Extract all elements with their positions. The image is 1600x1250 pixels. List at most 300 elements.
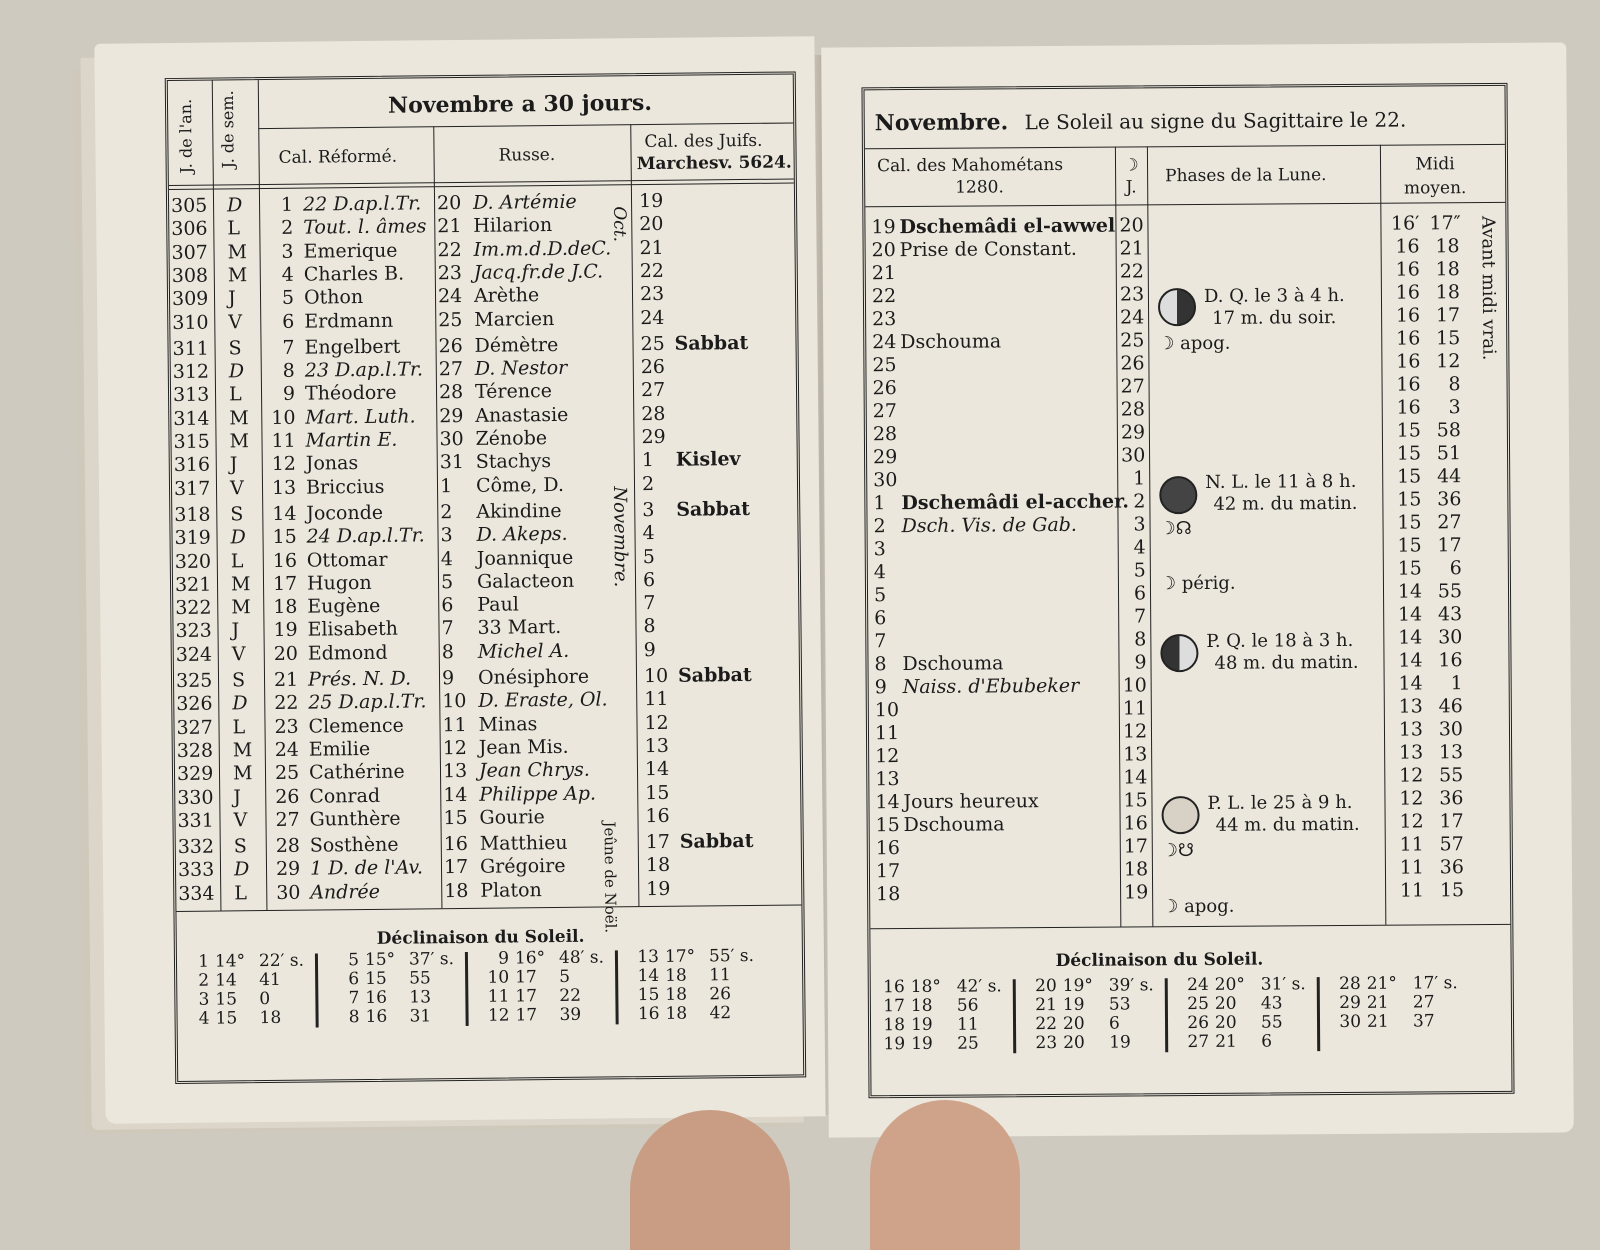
declination-minutes: 26 — [709, 984, 732, 1005]
russian-day: 10 — [442, 690, 467, 713]
declination-day: 29 — [1339, 992, 1361, 1014]
jewish-day: 1 — [641, 449, 654, 472]
russian-day: 20 — [436, 191, 462, 215]
jewish-day: 23 — [639, 283, 665, 306]
reformed-day: 28 — [275, 834, 301, 858]
jewish-note: Sabbat — [679, 830, 754, 853]
weekday: M — [229, 406, 249, 430]
declination-minutes: 6 — [1108, 1013, 1120, 1034]
midi-minute: 44 — [1436, 465, 1462, 488]
declination-day: 8 — [348, 1007, 360, 1028]
declination-row — [637, 1004, 777, 1024]
weekday: S — [230, 503, 244, 526]
midi-hour: 11 — [1399, 879, 1425, 902]
russian-day: 2 — [440, 500, 453, 524]
phase-dq-1: D. Q. le 3 à 4 h. — [1203, 284, 1345, 307]
declination-minutes: 0 — [259, 989, 271, 1010]
midi-minute: 36 — [1439, 856, 1465, 879]
reformed-saint: Mart. Luth. — [305, 405, 416, 429]
midi-minute: 18 — [1435, 281, 1461, 304]
reformed-saint: Martin E. — [305, 428, 398, 452]
declination-row — [1339, 974, 1481, 994]
declination-row — [1339, 993, 1481, 1013]
midi-hour: 12 — [1399, 810, 1424, 833]
declination-row — [1035, 995, 1177, 1015]
declination-day: 27 — [1187, 1031, 1210, 1053]
reformed-day: 6 — [282, 310, 295, 333]
avant-midi-note: Avant midi vrai. — [1477, 215, 1500, 361]
jewish-day: 16 — [645, 804, 670, 827]
declination-row — [1339, 1012, 1481, 1032]
russian-day: 9 — [441, 667, 455, 690]
jewish-day: 20 — [639, 213, 664, 236]
day-of-year: 321 — [174, 573, 212, 596]
reformed-day: 2 — [281, 217, 294, 240]
left-page — [94, 36, 825, 1123]
declination-minutes: 42′ s. — [956, 976, 1002, 997]
mahometan-day: 6 — [874, 607, 887, 630]
mahometan-day: 10 — [874, 699, 900, 722]
russian-day: 18 — [444, 879, 469, 902]
reformed-saint: Théodore — [304, 382, 397, 406]
mahometan-day: 23 — [872, 308, 897, 331]
reformed-saint: Jonas — [305, 452, 359, 475]
moon-day: 12 — [1122, 720, 1148, 743]
declination-degrees: 17° — [664, 946, 696, 967]
declination-group — [487, 948, 628, 1025]
declination-degrees: 20 — [1062, 1013, 1085, 1034]
weekday: J — [233, 785, 241, 808]
declination-day: 4 — [198, 1008, 210, 1029]
day-of-year: 306 — [171, 217, 208, 241]
weekday: D — [230, 526, 246, 549]
jewish-day: 4 — [642, 522, 655, 545]
russian-saint: Térence — [474, 380, 553, 404]
midi-minute: 13 — [1438, 741, 1464, 764]
moon-day: 26 — [1120, 352, 1145, 375]
reformed-saint: Hugon — [306, 571, 372, 595]
day-of-year: 323 — [175, 619, 212, 643]
reformed-saint: Gunthère — [309, 807, 401, 831]
declination-row — [337, 1007, 477, 1027]
weekday: D — [233, 858, 250, 881]
midi-minute: 57 — [1439, 833, 1464, 856]
declination-day: 22 — [1035, 1013, 1058, 1035]
russian-day: 13 — [442, 760, 468, 783]
day-of-year: 308 — [171, 264, 209, 287]
phase-node-2: ☽☋ — [1161, 840, 1195, 862]
declination-minutes: 39′ s. — [1108, 975, 1154, 996]
midi-hour: 16 — [1395, 235, 1420, 258]
reformed-saint: Sosthène — [309, 833, 399, 857]
reformed-saint: 22 D.ap.l.Tr. — [302, 192, 422, 216]
moon-last-quarter-icon — [1158, 288, 1196, 326]
weekday: D — [232, 692, 248, 715]
reformed-saint: Tout. l. âmes — [303, 215, 427, 239]
declination-degrees: 16 — [365, 1006, 388, 1028]
day-of-year: 315 — [173, 430, 210, 453]
russian-day: 22 — [437, 238, 462, 261]
declination-row — [883, 1034, 1025, 1054]
midi-minute: 16 — [1438, 649, 1463, 672]
russian-saint: Stachys — [475, 450, 552, 474]
russian-saint: Démètre — [474, 333, 559, 357]
reformed-day: 30 — [276, 881, 301, 904]
declination-group — [1339, 974, 1481, 1032]
declination-day: 10 — [487, 967, 510, 988]
weekday: V — [229, 476, 244, 499]
midi-hour: 11 — [1399, 856, 1425, 879]
midi-hour: 16 — [1395, 304, 1421, 327]
declination-degrees: 18 — [910, 995, 933, 1017]
declination-minutes: 48′ s. — [558, 947, 605, 968]
day-of-year: 310 — [172, 311, 209, 334]
declination-degrees: 19 — [1062, 994, 1085, 1015]
declination-degrees: 19 — [911, 1033, 933, 1055]
weekday: S — [228, 337, 242, 360]
jewish-day: 28 — [641, 402, 666, 425]
declination-degrees: 14° — [214, 951, 246, 972]
declination-row — [1187, 1032, 1329, 1052]
midi-hour: 16 — [1396, 350, 1421, 373]
day-of-year: 319 — [174, 526, 211, 550]
midi-minute: 6 — [1449, 557, 1462, 580]
declination-degrees: 17 — [515, 986, 538, 1007]
mahometan-day: 24 — [872, 331, 897, 354]
declination-row — [487, 967, 627, 987]
declination-row — [1187, 1013, 1329, 1033]
weekday: V — [233, 809, 248, 832]
reformed-saint: Engelbert — [304, 335, 401, 359]
weekday: L — [232, 715, 246, 738]
mahometan-day: 11 — [874, 722, 900, 745]
declination-day: 11 — [487, 986, 510, 1007]
moon-day: 13 — [1123, 743, 1148, 766]
declination-row — [1035, 976, 1177, 996]
declination-minutes: 13 — [409, 987, 432, 1008]
reformed-day: 19 — [273, 619, 298, 642]
russian-saint: Anastasie — [475, 403, 569, 427]
mahometan-day: 14 — [875, 791, 900, 814]
russian-day: 29 — [439, 404, 464, 427]
midi-minute: 15 — [1439, 879, 1465, 902]
weekday: J — [231, 619, 240, 642]
reformed-saint: Charles B. — [303, 262, 405, 286]
moon-day: 11 — [1122, 697, 1148, 720]
reformed-day: 5 — [281, 286, 295, 310]
midi-minute: 17 — [1439, 810, 1464, 833]
russian-day: 28 — [438, 381, 464, 404]
day-of-year: 328 — [176, 739, 214, 762]
midi-hour: 15 — [1396, 465, 1422, 488]
jewish-day: 17 — [645, 830, 671, 854]
reformed-day: 21 — [273, 668, 299, 691]
moon-day: 22 — [1119, 260, 1145, 283]
declination-day: 26 — [1187, 1012, 1210, 1034]
day-of-year: 334 — [178, 882, 215, 905]
declination-degrees: 15 — [215, 1008, 238, 1029]
midi-hour: 13 — [1398, 695, 1423, 718]
midi-hour: 16′ — [1390, 212, 1420, 235]
reformed-saint: Emilie — [308, 737, 371, 761]
moon-day: 3 — [1133, 513, 1146, 536]
russian-saint: 33 Mart. — [477, 616, 562, 640]
declination-degrees: 20° — [1214, 974, 1245, 995]
jewish-day: 14 — [644, 758, 670, 781]
russian-day: 21 — [437, 215, 462, 238]
phase-node-1: ☽☊ — [1159, 518, 1192, 540]
declination-day: 15 — [637, 984, 660, 1006]
declination-day: 20 — [1035, 975, 1057, 997]
declination-minutes: 6 — [1261, 1031, 1273, 1052]
midi-hour: 12 — [1399, 764, 1424, 787]
russian-saint: D. Nestor — [474, 356, 568, 380]
russian-saint: Jean Mis. — [478, 735, 569, 759]
midi-minute: 12 — [1436, 350, 1461, 373]
weekday: L — [230, 549, 244, 572]
weekday: V — [231, 642, 246, 666]
mahometan-day: 15 — [875, 814, 900, 837]
declination-minutes: 25 — [957, 1033, 979, 1054]
declination-day: 23 — [1035, 1032, 1058, 1054]
reformed-saint: 24 D.ap.l.Tr. — [306, 524, 425, 548]
declination-day: 30 — [1339, 1011, 1362, 1033]
russian-day: 16 — [443, 833, 469, 856]
jewish-day: 11 — [644, 688, 669, 711]
declination-row — [487, 1005, 627, 1025]
day-of-year: 330 — [177, 786, 214, 809]
declination-minutes: 43 — [1260, 993, 1283, 1014]
day-of-year: 312 — [172, 360, 210, 384]
declination-row — [337, 969, 477, 989]
decl-title-right: Déclinaison du Soleil. — [1055, 949, 1264, 971]
declination-day: 24 — [1187, 974, 1209, 996]
declination-minutes: 55′ s. — [708, 945, 755, 967]
russian-saint: Galacteon — [476, 569, 575, 593]
mahometan-note: Prise de Constant. — [899, 237, 1077, 262]
moon-day: 29 — [1120, 421, 1146, 444]
weekday: J — [229, 453, 238, 476]
weekday: L — [228, 383, 242, 406]
reformed-day: 18 — [273, 595, 298, 619]
reformed-day: 11 — [271, 429, 296, 452]
declination-row — [637, 947, 777, 967]
jeune-note: Jeûne de Noël. — [600, 821, 620, 934]
jewish-day: 6 — [642, 568, 656, 591]
midi-hour: 12 — [1399, 787, 1424, 810]
declination-row — [637, 966, 777, 986]
midi-hour: 16 — [1395, 281, 1421, 304]
midi-hour: 14 — [1397, 580, 1423, 603]
russian-day: 23 — [437, 261, 463, 285]
day-of-year: 327 — [176, 716, 213, 739]
col-header-juifs: Cal. des Juifs. — [644, 130, 763, 153]
declination-minutes: 18 — [259, 1007, 282, 1029]
russian-day: 1 — [439, 474, 453, 497]
day-of-year: 307 — [171, 241, 208, 264]
russian-day: 4 — [440, 547, 453, 570]
moon-new-icon — [1159, 476, 1197, 514]
midi-hour: 14 — [1398, 626, 1423, 649]
russian-day: 17 — [443, 856, 469, 879]
russian-saint: Zénobe — [475, 427, 548, 450]
day-of-year: 316 — [173, 453, 211, 477]
midi-hour: 15 — [1397, 488, 1422, 511]
mahometan-day: 26 — [872, 377, 897, 400]
col-header-juifs-month: Marchesv. 5624. — [636, 152, 792, 175]
russian-saint: Jean Chrys. — [478, 758, 590, 782]
moon-day: 17 — [1123, 835, 1149, 858]
declination-minutes: 27 — [1412, 992, 1435, 1013]
declination-row — [883, 977, 1025, 997]
reformed-day: 17 — [272, 572, 298, 595]
mahometan-day: 22 — [871, 285, 897, 308]
russian-saint: Arèthe — [473, 284, 540, 308]
reformed-saint: Edmond — [307, 641, 388, 665]
right-declination — [883, 974, 1504, 1078]
weekday: M — [232, 739, 253, 762]
midi-hour: 16 — [1395, 258, 1420, 281]
declination-degrees: 18° — [910, 976, 941, 998]
day-of-year: 333 — [177, 858, 215, 882]
weekday: M — [227, 264, 248, 287]
midi-hour: 16 — [1395, 327, 1421, 350]
declination-minutes: 17′ s. — [1412, 973, 1458, 994]
declination-day: 7 — [348, 988, 360, 1009]
midi-minute: 55 — [1437, 580, 1463, 603]
russian-saint: D. Eraste, Ol. — [478, 688, 608, 713]
declination-degrees: 15 — [365, 968, 387, 990]
moon-day: 30 — [1120, 444, 1146, 467]
russian-day: 3 — [440, 524, 453, 547]
declination-row — [1035, 1033, 1177, 1053]
day-of-year: 320 — [174, 550, 212, 573]
jewish-day: 7 — [643, 592, 656, 615]
declination-degrees: 21 — [1215, 1031, 1237, 1052]
mahometan-day: 29 — [872, 446, 898, 469]
reformed-day: 24 — [274, 738, 300, 761]
declination-row — [187, 951, 327, 971]
mahometan-note: Dschouma — [903, 813, 1005, 837]
jewish-day: 24 — [640, 306, 665, 329]
midi-minute: 15 — [1435, 327, 1461, 350]
declination-degrees: 20 — [1063, 1032, 1085, 1053]
declination-row — [187, 989, 327, 1009]
moon-day: 20 — [1119, 214, 1144, 237]
declination-row — [187, 1008, 327, 1028]
reformed-saint: 1 D. de l'Av. — [309, 856, 424, 880]
reformed-saint: Othon — [303, 286, 364, 309]
weekday: V — [228, 310, 243, 333]
reformed-day: 13 — [271, 476, 297, 499]
jewish-day: 21 — [639, 236, 664, 259]
mahometan-note: Dschemâdi el-accher. — [901, 490, 1130, 515]
midi-hour: 13 — [1398, 741, 1424, 764]
mahometan-day: 9 — [874, 676, 887, 699]
weekday: M — [227, 240, 248, 264]
russian-saint: Jacq.fr.de J.C. — [473, 260, 604, 284]
russian-day: 25 — [438, 308, 463, 331]
jewish-day: 22 — [639, 259, 665, 282]
reformed-saint: Joconde — [306, 501, 384, 525]
reformed-day: 8 — [282, 359, 295, 382]
declination-degrees: 19° — [1062, 975, 1093, 996]
declination-row — [883, 996, 1025, 1016]
mahometan-day: 1 — [873, 492, 886, 515]
jewish-day: 9 — [643, 638, 656, 661]
midi-minute: 43 — [1437, 603, 1463, 626]
day-of-year: 324 — [175, 643, 213, 666]
mahometan-day: 30 — [873, 469, 898, 492]
declination-day: 25 — [1187, 993, 1209, 1015]
declination-minutes: 19 — [1109, 1032, 1131, 1053]
reformed-saint: Clemence — [308, 714, 404, 738]
phase-nl-1: N. L. le 11 à 8 h. — [1205, 470, 1357, 493]
reformed-saint: Prés. N. D. — [307, 667, 412, 691]
russian-day: 11 — [442, 713, 467, 736]
declination-row — [337, 988, 477, 1008]
midi-minute: 17 — [1435, 304, 1461, 327]
russian-saint: Onésiphore — [477, 665, 590, 689]
russian-day: 24 — [437, 285, 463, 308]
phase-perig: ☽ périg. — [1159, 572, 1236, 595]
declination-row — [1187, 975, 1329, 995]
reformed-saint: 23 D.ap.l.Tr. — [304, 358, 424, 382]
midi-minute: 55 — [1439, 764, 1464, 787]
mahometan-day: 8 — [874, 653, 887, 676]
day-of-year: 332 — [177, 835, 215, 859]
moon-day: 23 — [1119, 283, 1145, 306]
mahometan-day: 20 — [871, 239, 896, 262]
midi-minute: 8 — [1448, 373, 1461, 396]
jewish-day: 12 — [644, 711, 669, 734]
mahometan-note: Jours heureux — [903, 790, 1039, 814]
moon-day: 6 — [1133, 582, 1147, 605]
reformed-saint: 25 D.ap.l.Tr. — [308, 690, 427, 714]
reformed-day: 26 — [275, 785, 300, 808]
jewish-note: Kislev — [675, 448, 741, 472]
phase-pl-1: P. L. le 25 à 9 h. — [1207, 791, 1353, 814]
reformed-day: 22 — [274, 691, 299, 715]
moon-day: 5 — [1133, 559, 1146, 582]
jewish-day: 26 — [640, 355, 666, 379]
reformed-day: 29 — [275, 858, 301, 881]
declination-day: 17 — [883, 996, 905, 1017]
moon-first-quarter-icon — [1160, 634, 1198, 672]
midi-minute: 3 — [1448, 396, 1461, 419]
reformed-day: 25 — [274, 761, 300, 785]
reformed-day: 14 — [272, 502, 297, 525]
declination-row — [1187, 994, 1329, 1014]
phase-dq-2: 17 m. du soir. — [1212, 307, 1337, 329]
jewish-day: 5 — [642, 545, 655, 568]
jewish-day: 27 — [640, 379, 666, 402]
declination-divider — [1317, 977, 1321, 1051]
reformed-day: 4 — [281, 263, 294, 286]
declination-row — [637, 985, 777, 1005]
jewish-day: 18 — [645, 854, 671, 877]
declination-day: 13 — [637, 946, 660, 968]
thumb-right — [870, 1100, 1020, 1250]
russian-saint: Marcien — [474, 307, 555, 331]
day-of-year: 314 — [173, 407, 210, 430]
declination-minutes: 22 — [559, 985, 582, 1006]
declination-degrees: 14 — [215, 970, 237, 991]
russian-saint: Joannique — [476, 546, 574, 570]
declination-divider — [1165, 978, 1169, 1052]
russian-saint: Côme, D. — [475, 473, 565, 497]
left-declination — [187, 946, 798, 1062]
